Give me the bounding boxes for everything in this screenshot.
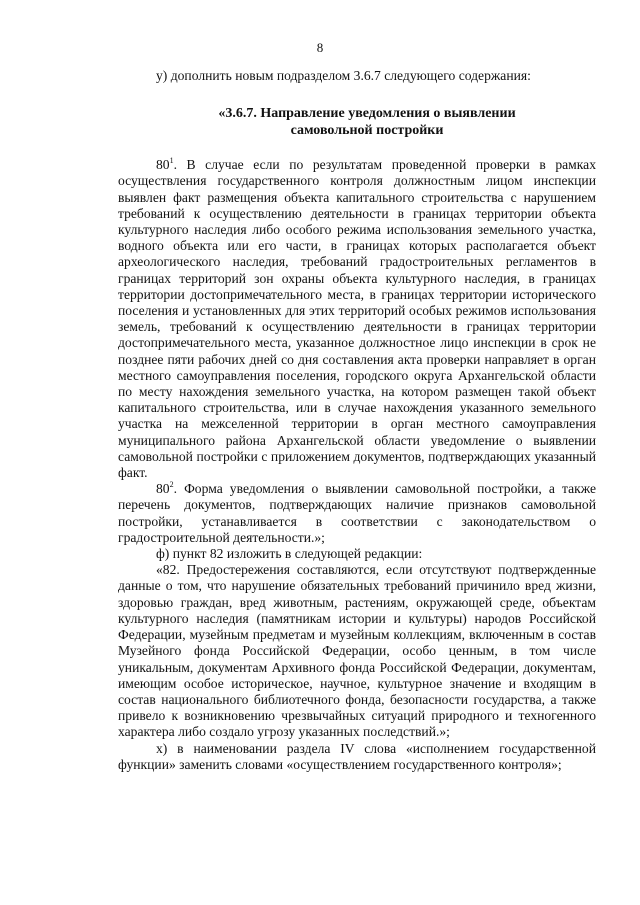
section-heading-line-1: «3.6.7. Направление уведомления о выявлении xyxy=(218,106,516,122)
paragraph-number-base: 80 xyxy=(156,157,170,173)
paragraph-f: ф) пункт 82 изложить в следующей редакции: xyxy=(156,546,423,562)
paragraph-h: х) в наименовании раздела IV слова «исполнением государственной функции» заменить словами «осуществлением государственного контроля»; xyxy=(118,740,596,772)
paragraph-82: «82. Предостережения составляются, если отсутствуют подтвержденные данные о том, что нарушение обязательных требований причинило вред жизни, здоровью граждан, вред животным, растениям, окружающей среде, объектам культурного наследия (памятникам истории и культуры) народов Российской Федерации, музейным предметам и музейным коллекциям, включенным в состав Музейного фонда Российской Федерации, особо ценным, в том числе уникальным, документам Архивного фонда Российской Федерации, документам, имеющим особое историческое, научное, культурное значение и входящим в состав национального библиотечного фонда, безопасности государства, а также привело к возникновению чрезвычайных ситуаций природного и техногенного характера либо создало угрозу указанных последствий.»; xyxy=(118,562,596,740)
section-heading-line-2: самовольной постройки xyxy=(290,122,444,138)
paragraph-80-1 xyxy=(118,157,596,481)
page-number: 8 xyxy=(316,40,324,55)
paragraph-text: . Форма уведомления о выявлении самовольной постройки, а также перечень документов, подтверждающих наличие признаков самовольной постройки, устанавливается в соответствии с законодательством о градостроительной деятельности.»; xyxy=(118,481,596,545)
paragraph-80-2 xyxy=(118,481,596,546)
paragraph-number-superscript: 1 xyxy=(169,156,174,166)
intro-paragraph: у) дополнить новым подразделом 3.6.7 следующего содержания: xyxy=(156,68,531,83)
paragraph-number-superscript: 2 xyxy=(169,480,174,490)
document-body xyxy=(118,68,596,773)
paragraph-number xyxy=(156,157,174,172)
paragraph-number-base: 80 xyxy=(156,481,170,497)
paragraph-text: . В случае если по результатам проведенной проверки в рамках осуществления государственного контроля должностным лицом инспекции выявлен факт размещения объекта капитального строительства с нарушением требований к осуществлению деятельности в границах территории объекта культурного наследия либо особого режима использования земельного участка, водного объекта или его части, в границах которых располагается объект археологического наследия, требований градостроительных регламентов в границах территорий зон охраны объекта культурного наследия, в границах территории достопримечательного места, в границах территории исторического поселения и установленных для этих территорий особых режимов использования земель, требований к осуществлению деятельности в границах территории достопримечательного места, указанное должностное лицо инспекции в срок не позднее пяти рабочих дней со дня составления акта проверки направляет в орган местного самоуправления поселения, городского округа Архангельской области по месту нахождения земельного участка, на котором размещен такой объект капитального строительства, или в случае нахождения указанного земельного участка на межселенной территории в орган местного самоуправления муниципального района Архангельской области уведомление о выявлении самовольной постройки с приложением документов, подтверждающих указанный факт. xyxy=(118,157,596,481)
section-heading xyxy=(118,106,596,139)
paragraph-number xyxy=(156,481,174,496)
